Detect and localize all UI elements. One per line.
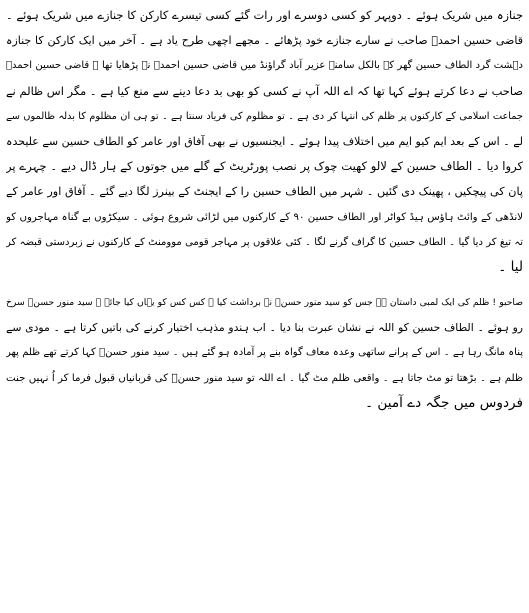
paragraph-conclusion [6, 290, 523, 416]
text-line: رو ہوئے ۔ الطاف حسین کو اللہ نے نشان عبرت بنا دیا ۔ اب ہندو مذہب اختیار کرنے کی باتیں کرتا ہے ۔ مودی سے [6, 321, 523, 335]
article-text [6, 3, 523, 609]
text-line: فردوس میں جگہ دے آمین ۔ [365, 394, 523, 411]
text-line: صاحبو ! ظلم کی ایک لمبی داستان ہے جس کو سید منور حسنؒ نے برداشت کیا ۔ کس کس کو یہاں کیا جائے ۔ سید منور حسنؒ سرخ [6, 297, 523, 309]
text-line: صاحب نے دعا کرتے ہوئے کہا تھا کہ اے اللہ آپ نے کسی کو بھی بد دعا دینے سے منع کیا ہے ۔ مگر اس ظالم نے [6, 83, 523, 98]
text-line: دہشت گرد الطاف حسین گھر کے بالکل سامنے عزیر آباد گراؤنڈ میں قاضی حسین احمدؒ نے پڑھایا تھا ۔ قاضی حسین احمدؒ [6, 60, 523, 72]
paragraph-gap [6, 280, 523, 290]
text-line: لے ۔ اس کے بعد ایم کیو ایم میں اختلاف پیدا ہوئے ۔ ایجنسیوں نے بھی آفاق اور عامر کو الطاف حسین سے علیحدہ [6, 134, 523, 148]
text-line: قاضی حسین احمدؒ صاحب نے سارے جنازے خود پڑھائے ۔ مجھے اچھی طرح یاد ہے ۔ آخر میں ایک کارکن کا جنازہ [6, 34, 523, 48]
paragraph-funerals [6, 3, 523, 280]
text-line: لیا ۔ [498, 258, 523, 275]
text-line: تہ تیغ کر دیا گیا ۔ الطاف حسین کا گراف گرنے لگا ۔ کئی علاقوں پر مہاجر قومی موومنٹ کے کارکنوں نے زبردستی قبضہ کر [6, 236, 523, 248]
text-line: کروا دیا ۔ الطاف حسین کے لالو کھیت چوک پر نصب پورٹریٹ کے گلے میں جوتوں کے ہار ڈال دیے ۔ چہرے پر [6, 159, 523, 174]
text-line: جماعت اسلامی کے کارکنوں پر ظلم کی انتہا کر دی ہے ۔ تو مظلوم کی فریاد سنتا ہے ۔ تو ہی ان مظلوم کا بدلہ ظالموں سے [6, 110, 523, 122]
text-line: جنازہ میں شریک ہوئے ۔ دوپہر کو کسی دوسرے اور رات گئے کسی تیسرے کارکن کا جنازے میں شریک ہوئے ۔ [6, 8, 523, 22]
text-line: پناہ مانگ رہا ہے ۔ اس کے پرانے ساتھی وعدہ معاف گواہ بنے پر آمادہ ہو گئے ہیں ۔ سید منور حسنؒ کہا کرتے تھے ظلم پھر [6, 347, 523, 359]
text-line: ظلم ہے ۔ بڑھتا تو مٹ جاتا ہے ۔ واقعی ظلم مٹ گیا ۔ اے اللہ تو سید منور حسنؒ کی قربانیاں قبول فرما کر اُ نہیں جنت [6, 372, 523, 384]
text-line: پان کی پیچکیں ، پھینک دی گئیں ۔ شہر میں الطاف حسین را کے ایجنٹ کے بینرز لگا دیے گئے ۔ آفاق اور عامر کے [6, 185, 523, 199]
text-line: لانڈھی کے وائٹ ہاؤس ہیڈ کواٹر اور الطاف حسین ۹۰ کے کارکنوں میں لڑائی شروع ہوئی ۔ سیکڑوں بے گناہ مہاجروں کو [6, 211, 523, 223]
